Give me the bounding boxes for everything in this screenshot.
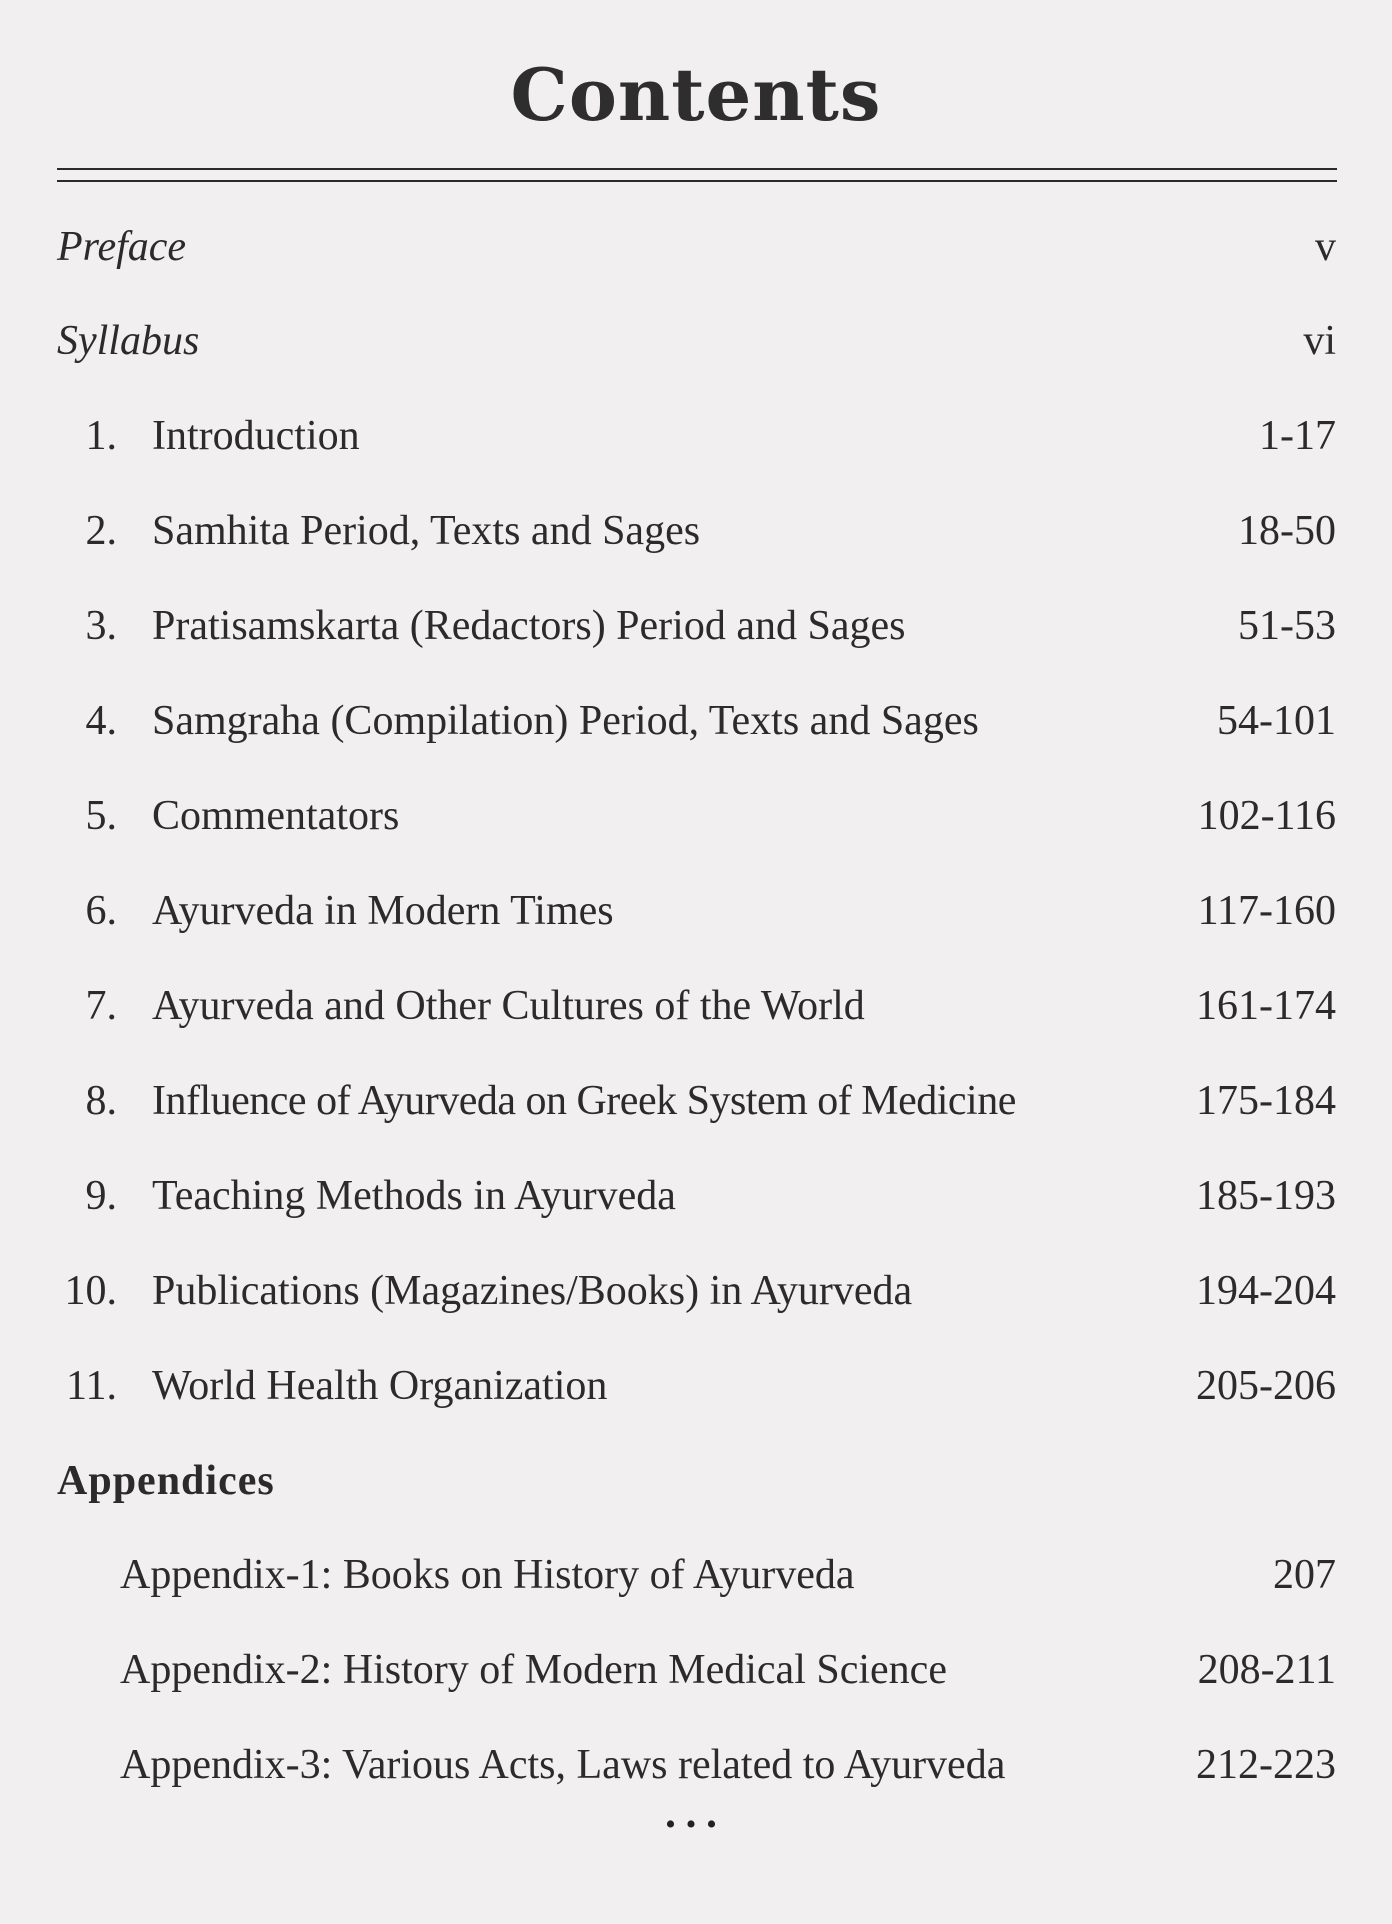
- toc-appendix-1: [0, 1545, 1392, 1605]
- title-rule-bottom: [57, 180, 1337, 182]
- chapter-number: 7.: [85, 983, 117, 1029]
- chapter-number: 4.: [85, 698, 117, 744]
- chapter-title: Influence of Ayurveda on Greek System of Medicine: [152, 1078, 1016, 1124]
- chapter-pages: 1-17: [1259, 413, 1336, 459]
- chapter-pages: 161-174: [1196, 983, 1336, 1029]
- chapter-number: 11.: [66, 1363, 117, 1409]
- chapter-pages: 194-204: [1196, 1268, 1336, 1314]
- chapter-title: Pratisamskarta (Redactors) Period and Sages: [152, 603, 906, 649]
- chapter-pages: 185-193: [1196, 1173, 1336, 1219]
- chapter-pages: 175-184: [1196, 1078, 1336, 1124]
- chapter-pages: 102-116: [1197, 793, 1336, 839]
- chapter-pages: 205-206: [1196, 1363, 1336, 1409]
- toc-entry-preface: [0, 217, 1392, 277]
- chapter-title: Samhita Period, Texts and Sages: [152, 508, 701, 554]
- chapter-number: 5.: [85, 793, 117, 839]
- chapter-number: 3.: [85, 603, 117, 649]
- toc-appendix-3: [0, 1735, 1392, 1795]
- toc-chapter-8: [0, 1071, 1392, 1131]
- toc-chapter-11: [0, 1356, 1392, 1416]
- appendix-pages: 207: [1273, 1552, 1336, 1598]
- end-ornament: •••: [665, 1808, 727, 1841]
- appendix-pages: 208-211: [1197, 1647, 1336, 1693]
- toc-entry-syllabus: [0, 311, 1392, 371]
- chapter-pages: 51-53: [1238, 603, 1336, 649]
- toc-chapter-3: [0, 596, 1392, 656]
- chapter-title: Ayurveda in Modern Times: [152, 888, 614, 934]
- chapter-title: World Health Organization: [152, 1363, 608, 1409]
- toc-appendix-2: [0, 1640, 1392, 1700]
- toc-entry-page: vi: [1303, 318, 1336, 364]
- toc-chapter-10: [0, 1261, 1392, 1321]
- chapter-pages: 18-50: [1238, 508, 1336, 554]
- chapter-title: Publications (Magazines/Books) in Ayurveda: [152, 1268, 913, 1314]
- chapter-number: 9.: [85, 1173, 117, 1219]
- page-title: Contents: [510, 52, 882, 137]
- chapter-pages: 117-160: [1197, 888, 1336, 934]
- chapter-title: Samgraha (Compilation) Period, Texts and Sages: [152, 698, 979, 744]
- toc-chapter-4: [0, 691, 1392, 751]
- toc-chapter-6: [0, 881, 1392, 941]
- chapter-title: Commentators: [152, 793, 400, 839]
- appendix-title: Appendix-1: Books on History of Ayurveda: [120, 1552, 855, 1598]
- chapter-number: 6.: [85, 888, 117, 934]
- chapter-number: 2.: [85, 508, 117, 554]
- chapter-number: 10.: [64, 1268, 117, 1314]
- appendix-pages: 212-223: [1196, 1742, 1336, 1788]
- chapter-number: 1.: [85, 413, 117, 459]
- appendices-heading: Appendices: [57, 1458, 275, 1504]
- toc-entry-label: Syllabus: [57, 318, 200, 364]
- title-rule-top: [57, 168, 1337, 170]
- toc-chapter-5: [0, 786, 1392, 846]
- chapter-title: Introduction: [152, 413, 360, 459]
- toc-chapter-9: [0, 1166, 1392, 1226]
- chapter-pages: 54-101: [1217, 698, 1336, 744]
- toc-entry-label: Preface: [57, 224, 187, 270]
- chapter-title: Teaching Methods in Ayurveda: [152, 1173, 676, 1219]
- appendix-title: Appendix-2: History of Modern Medical Science: [120, 1647, 947, 1693]
- toc-chapter-2: [0, 501, 1392, 561]
- toc-entry-page: v: [1315, 224, 1336, 270]
- toc-chapter-7: [0, 976, 1392, 1036]
- toc-chapter-1: [0, 406, 1392, 466]
- appendix-title: Appendix-3: Various Acts, Laws related to Ayurveda: [120, 1742, 1006, 1788]
- chapter-title: Ayurveda and Other Cultures of the World: [152, 983, 865, 1029]
- chapter-number: 8.: [85, 1078, 117, 1124]
